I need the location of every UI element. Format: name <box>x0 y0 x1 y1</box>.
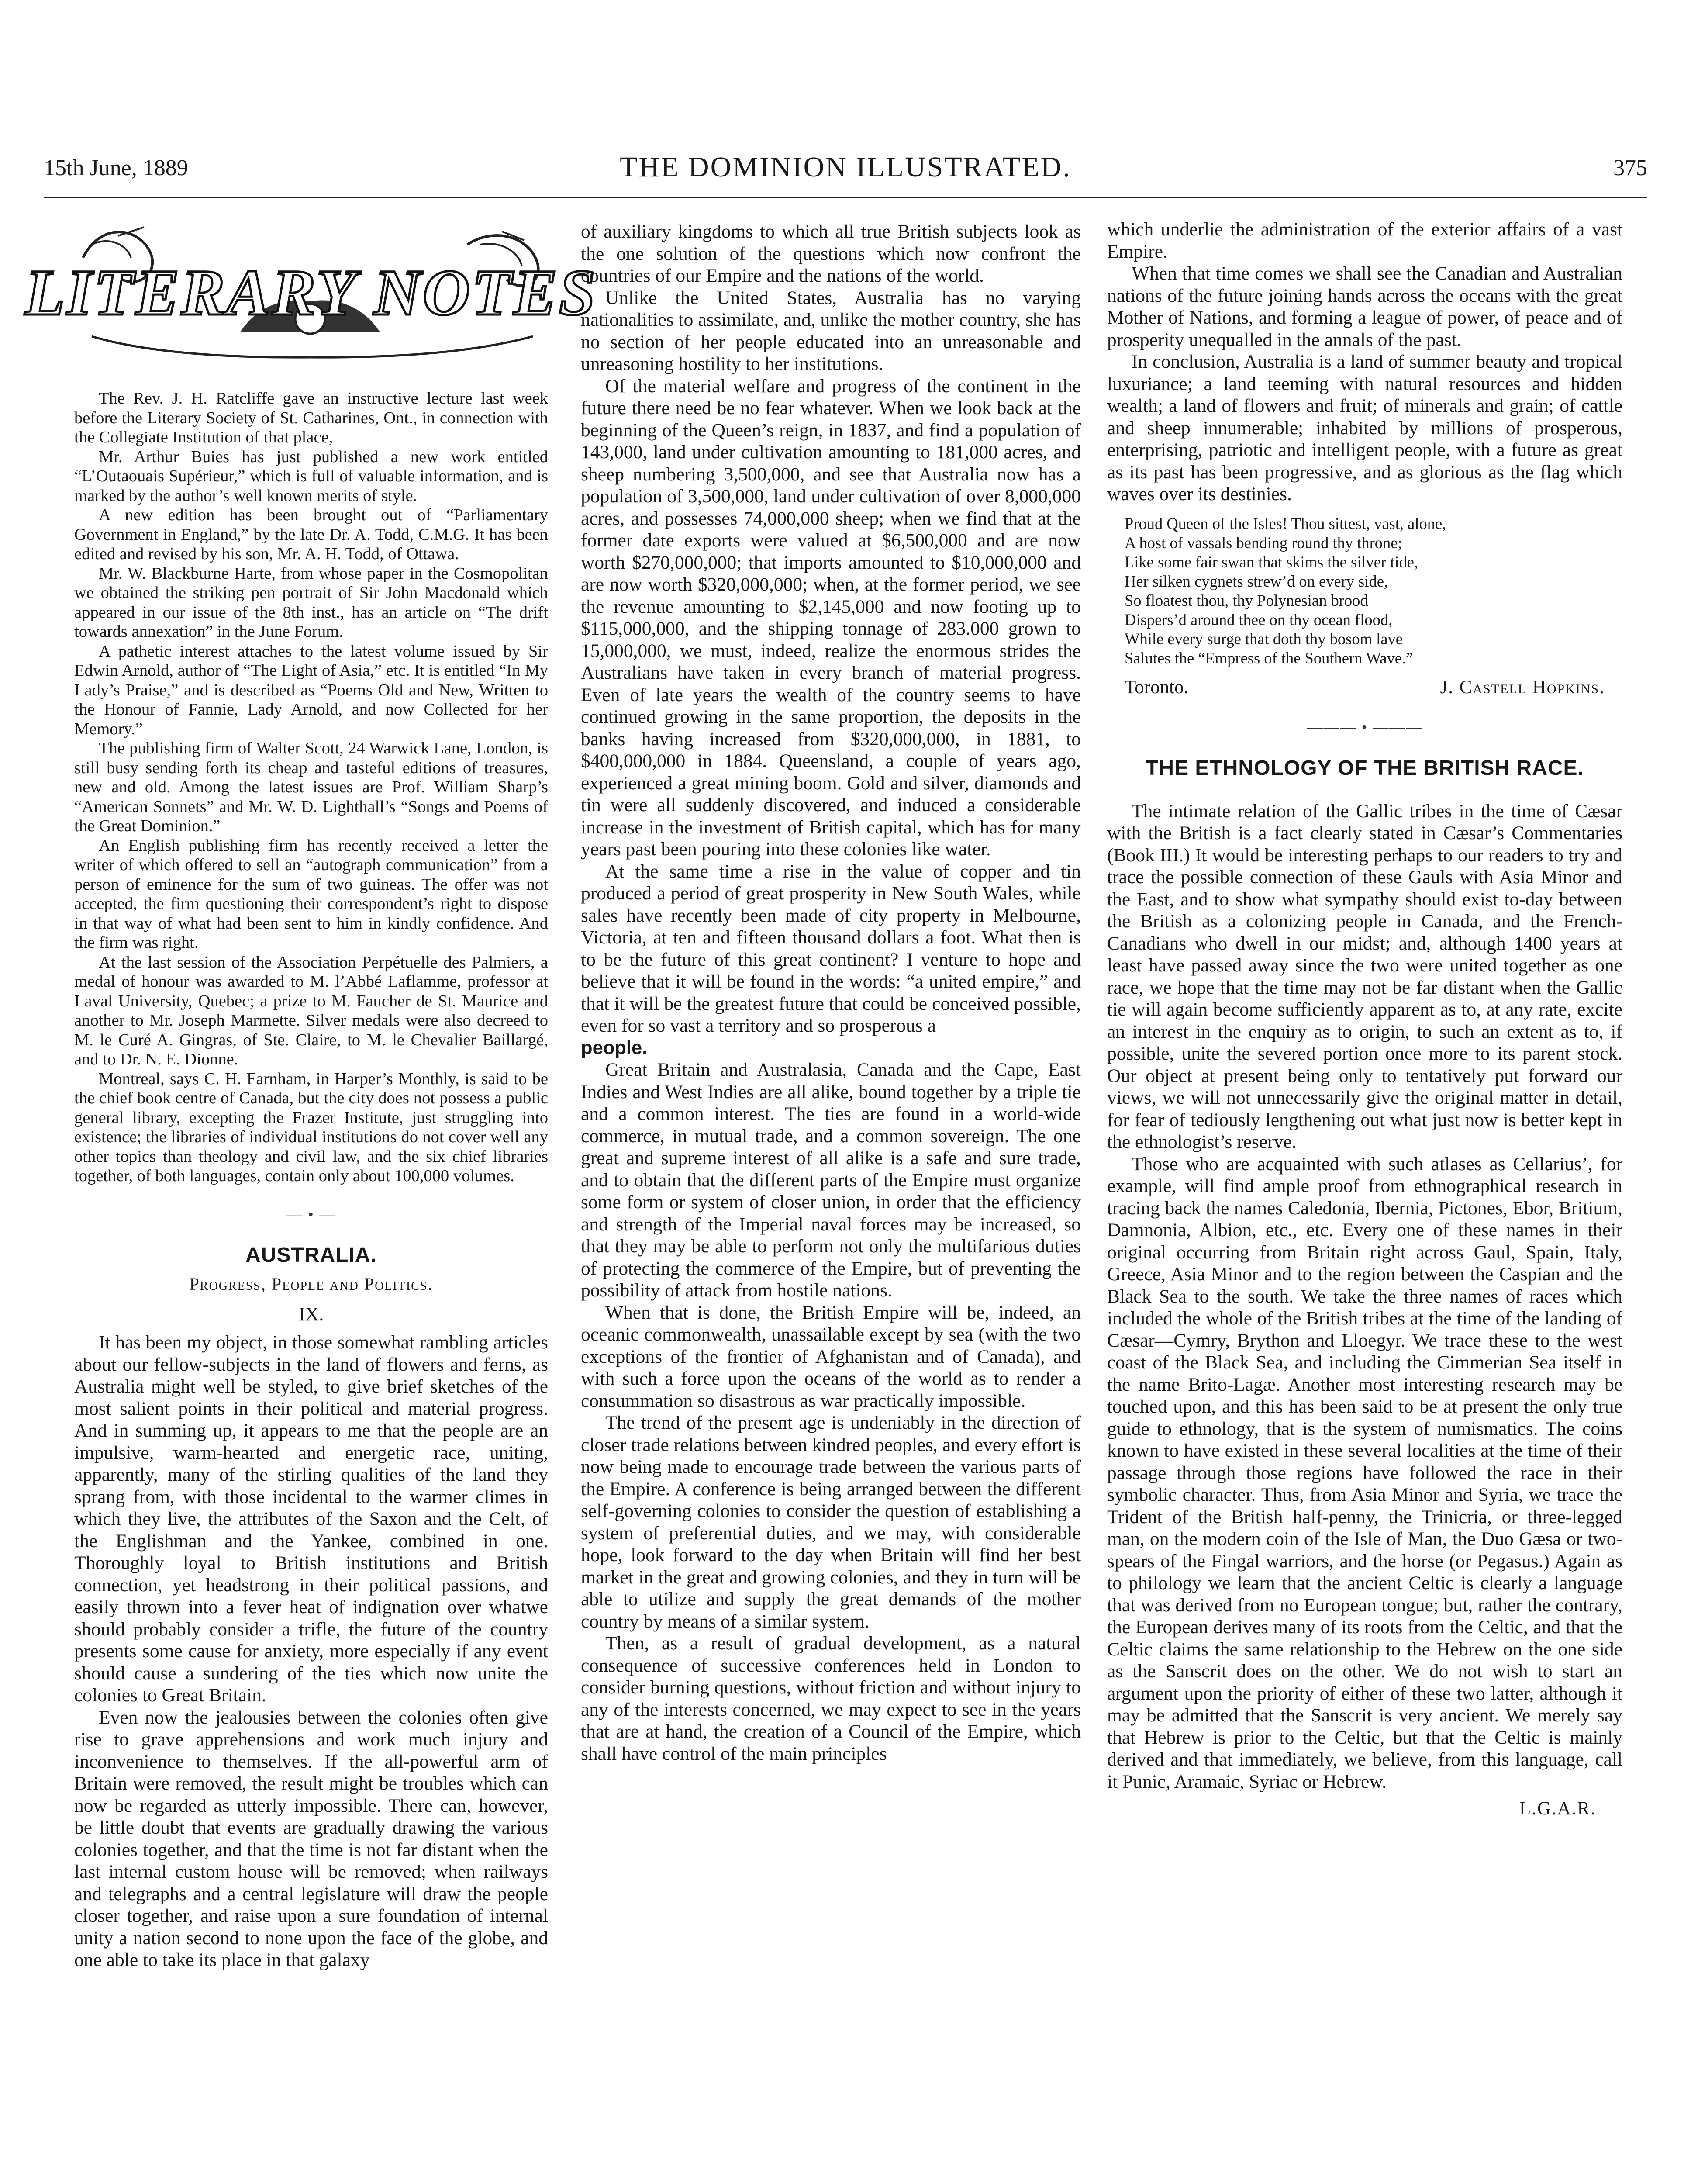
article-paragraph: Even now the jealousies between the colonies often give rise to grave apprehensions and work much injury and inconvenience to themselves. If the all-powerful arm of Britain were removed, the result might be troubles which can now be regarded as utterly impossible. There can, however, be little doubt that events are gradually drawing the various colonies together, and that the time is not far distant when the last internal custom house will be removed; when railways and telegraphs and a central legislature will draw the people closer together, and raise upon a sure foundation of internal unity a nation second to none upon the face of the globe, and one able to take its place in that galaxy <box>74 1707 548 1970</box>
article-paragraph: Of the material welfare and progress of the continent in the future there need be no fear whatever. When we look back at the beginning of the Queen’s reign, in 1837, and find a population of 143,000, land under cultivation amounting to 181,000 acres, and sheep numbering 3,500,000, and see that Australia now has a population of 3,500,000, land under cultivation of over 8,000,000 acres, and possesses 74,000,000 sheep; when we find that at the former date exports were valued at $6,500,000 and are now worth $270,000,000; that imports amounted to $10,000,000 and are now worth $320,000,000; when, at the former period, we see the revenue amounting to $2,145,000 and now footing up to $115,000,000, and the shipping tonnage of 283.000 grown to 15,000,000, we must, indeed, realize the enormous strides the Australians have taken in every branch of material progress. Even of late years the wealth of the country seems to have continued growing in the same proportion, the deposits in the banks having increased from $320,000,000, in 1881, to $400,000,000 in 1884. Queensland, a couple of years ago, experienced a great mining boom. Gold and silver, diamonds and tin were all suddenly discovered, and induced a considerable increase in the investment of British capital, which has for many years past been pouring into these colonies like water. <box>581 375 1081 860</box>
literary-note: The Rev. J. H. Ratcliffe gave an instructive lecture last week before the Literary Society of St. Catharines, Ont., in connection with the Collegiate Institution of that place, <box>74 389 548 446</box>
article-paragraph: Then, as a result of gradual development, as a natural consequence of successive conferences held in London to consider burning questions, without friction and without injury to any of the interests concerned, we may expect to see in the years that are at hand, the creation of a Council of the Empire, which shall have control of the main principles <box>581 1633 1081 1764</box>
literary-note: A new edition has been brought out of “Parliamentary Government in England,” by the late Dr. A. Todd, C.M.G. It has been edited and revised by his son, Mr. A. H. Todd, of Ottawa. <box>74 506 548 563</box>
literary-note: Mr. Arthur Buies has just published a new work entitled “L’Outaouais Supérieur,” which is full of valuable information, and is marked by the author’s well known merits of style. <box>74 447 548 505</box>
australia-subtitle: Progress, People and Politics. <box>189 1274 433 1294</box>
article-paragraph: When that time comes we shall see the Canadian and Australian nations of the future joining hands across the oceans with the great Mother of Nations, and forming a league of power, of peace and of prosperity unequalled in the annals of the past. <box>1107 263 1622 350</box>
article-paragraph: At the same time a rise in the value of copper and tin produced a period of great prosperity in New South Wales, while sales have recently been made of city property in Melbourne, Victoria, at ten and fifteen thousand dollars a foot. What then is to be the future of this great continent? I venture to hope and believe that it will be found in the words: “a united empire,” and that it will be the greatest future that could be conceived possible, even for so vast a territory and so prosperous a <box>581 860 1081 1036</box>
poem-line: Proud Queen of the Isles! Thou sittest, vast, alone, <box>1125 514 1446 532</box>
poem-line: Her silken cygnets strew’d on every side, <box>1125 572 1388 590</box>
section-divider: — • — <box>286 1205 336 1223</box>
signature-author: J. Castell Hopkins. <box>1440 677 1605 698</box>
publication-title: THE DOMINION ILLUSTRATED. <box>620 151 1071 183</box>
article-paragraph: It has been my object, in those somewhat rambling articles about our fellow-subjects in the land of flowers and ferns, as Australia might well be styled, to give brief sketches of the most salient points in their political and material progress. And in summing up, it appears to me that the people are an impulsive, warm-hearted and energetic race, uniting, apparently, many of the stirling qualities of the land they sprang from, with those incidental to the warmer climes in which they live, the attributes of the Saxon and the Celt, of the Englishman and the Yankee, combined in one. Thoroughly loyal to British institutions and British connection, yet headstrong in their political passions, and easily thrown into a fever heat of indignation over whatwe should probably consider a trifle, the future of the country presents some cause for anxiety, more especially if any event should cause a sundering of the ties which now unite the colonies to Great Britain. <box>74 1332 548 1706</box>
article-paragraph: In conclusion, Australia is a land of summer beauty and tropical luxuriance; a land teeming with natural resources and hidden wealth; a land of flowers and fruit; of minerals and grain; of cattle and sheep innumerable; inhabited by millions of prosperous, enterprising, patriotic and intelligent people, with a future as great as its past has been progressive, and as glorious as the flag which waves over its destinies. <box>1107 351 1622 505</box>
ethnology-title: THE ETHNOLOGY OF THE BRITISH RACE. <box>1146 756 1584 780</box>
poem-line: Dispers’d around thee on thy ocean flood, <box>1125 610 1393 629</box>
signature-place: Toronto. <box>1125 677 1189 698</box>
ethnology-signoff: L.G.A.R. <box>1519 1798 1596 1819</box>
article-paragraph: Those who are acquainted with such atlases as Cellarius’, for example, will find ample proof from ethnographical research in tracing back the names Caledonia, Ibernia, Pictones, Ebor, Britium, Damnonia, Albion, etc., etc. Every one of these names in their original occurring from Britain right across Gaul, Spain, Italy, Greece, Asia Minor and to the region between the Caspian and the Black Sea to the south. We take the three names of races which included the whole of the British tribes at the time of the landing of Cæsar—Cymry, Brython and Lloegyr. We trace these to the west coast of the Black Sea, and including the Cimmerian Sea itself in the name Brito-Lagæ. Another most interesting research may be touched upon, and this has been said to be at present the only true guide to ethnology, that is the system of numismatics. The coins known to have existed in these several localities at the time of their passage through those regions have followed the race in their symbolic character. Thus, from Asia Minor and Syria, we trace the Trident of the British half-penny, the Trinicria, or three-legged man, on the modern coin of the Isle of Man, the Duo Gæsa or two-spears of the Fingal warriors, and the horse (or Pegasus.) Again as to philology we learn that the ancient Celtic is clearly a language that was derived from no European tongue; but, rather the contrary, the European derives many of its roots from the Celtic, and that the Celtic claims the same relationship to the Hebrew on the one side as the Sanscrit does on the other. We do not wish to start an argument upon the priority of either of these two latter, although it may be admitted that the Sanscrit is very ancient. We merely say that Hebrew is prior to the Celtic, but that the Celtic is mainly derived and that immediately, we believe, from this language, call it Punic, Aramaic, Syriac or Hebrew. <box>1107 1153 1622 1792</box>
section-divider: ——— • ——— <box>1307 718 1423 736</box>
article-paragraph: Unlike the United States, Australia has no varying nationalities to assimilate, and, unlike the mother country, she has no section of her people educated into an unreasonable and unreasoning hostility to her institutions. <box>581 287 1081 374</box>
poem-line: While every surge that doth thy bosom lave <box>1125 629 1403 648</box>
literary-note: Mr. W. Blackburne Harte, from whose paper in the Cosmopolitan we obtained the striking pen portrait of Sir John Macdonald which appeared in our issue of the 8th inst., has an article on “The drift towards annexation” in the June Forum. <box>74 564 548 641</box>
literary-note: The publishing firm of Walter Scott, 24 Warwick Lane, London, is still busy sending forth its cheap and tasteful editions of treasures, new and old. Among the latest issues are Prof. William Sharp’s “American Sonnets” and Mr. W. D. Lighthall’s “Songs and Poems of the Great Dominion.” <box>74 739 548 835</box>
australia-title: AUSTRALIA. <box>245 1244 377 1267</box>
literary-notes-ornament-icon <box>24 218 597 371</box>
literary-notes-lettering: LITERARY NOTES <box>24 256 597 329</box>
article-paragraph: When that is done, the British Empire will be, indeed, an oceanic commonwealth, unassailable except by sea (with the two exceptions of the frontier of Afghanistan and of Canada), and with such a force upon the oceans of the world as to render a consummation so disastrous as war practically impossible. <box>581 1302 1081 1411</box>
literary-note: A pathetic interest attaches to the latest volume issued by Sir Edwin Arnold, author of “The Light of Asia,” etc. It is entitled “In My Lady’s Praise,” and is described as “Poems Old and New, Written to the Honour of Fannie, Lady Arnold, and now Collected for her Memory.” <box>74 642 548 738</box>
poem-line: A host of vassals bending round thy throne; <box>1125 533 1402 552</box>
column-3 <box>1107 218 1622 1820</box>
poem <box>1107 514 1622 668</box>
australia-part-number: IX. <box>298 1303 324 1325</box>
poem-line: Salutes the “Empress of the Southern Wave.” <box>1125 649 1413 667</box>
article-paragraph: of auxiliary kingdoms to which all true British subjects look as the one solution of the questions which now confront the countries of our Empire and the nations of the world. <box>581 221 1081 286</box>
masthead-rule <box>44 197 1647 198</box>
article-paragraph: The intimate relation of the Gallic tribes in the time of Cæsar with the British is a fact clearly stated in Cæsar’s Commentaries (Book III.) It would be interesting perhaps to our readers to try and trace the possible connection of these Gauls with Asia Minor and the East, and to show what sympathy should exist to-day between the British as a colonizing people in Canada, and the French-Canadians who dwell in our midst; and, although 1400 years at least have passed away since the two were united together as one race, we hope that the time may not be far distant when the Gallic tie will again become sufficiently apparent as to, at any rate, excite an interest in the enquiry as to origin, to such an extent as to, if possible, unite the severed portion once more to its parent stock. Our object at present being only to tentatively put forward our views, we will not unnecessarily give the original matter in detail, for fear of tediously lengthening out what just now is better kept in the ethnologist’s reserve. <box>1107 800 1622 1152</box>
article-paragraph: which underlie the administration of the exterior affairs of a vast Empire. <box>1107 219 1622 262</box>
issue-date: 15th June, 1889 <box>44 156 188 180</box>
page-number: 375 <box>1613 156 1647 180</box>
article-paragraph: people. <box>581 1037 648 1058</box>
literary-note: An English publishing firm has recently received a letter the writer of which offered to sell an “autograph communication” from a person of eminence for the sum of two guineas. The offer was not accepted, the firm questioning their correspondent’s right to dispose in that way of what had been sent to him in kindly confidence. And the firm was right. <box>74 836 548 952</box>
article-paragraph: The trend of the present age is undeniably in the direction of closer trade relations between kindred peoples, and every effort is now being made to encourage trade between the various parts of the Empire. A conference is being arranged between the different self-governing colonies to consider the question of establishing a system of preferential duties, and we may, with considerable hope, look forward to the day when Britain will find her best market in the great and growing colonies, and they in turn will be able to utilize and supply the great demands of the mother country by means of a similar system. <box>581 1412 1081 1632</box>
article-signature <box>1107 677 1622 699</box>
literary-notes-heading-art <box>24 218 597 371</box>
literary-note: At the last session of the Association Perpétuelle des Palmiers, a medal of honour was awarded to M. l’Abbé Laflamme, professor at Laval University, Quebec; a prize to M. Faucher de St. Maurice and another to Mr. Joseph Marmette. Silver medals were also decreed to M. le Curé A. Gingras, of Ste. Claire, to M. le Chevalier Baillargé, and to Dr. N. E. Dionne. <box>74 953 548 1068</box>
article-paragraph: Great Britain and Australasia, Canada and the Cape, East Indies and West Indies are all alike, bound together by a triple tie and a common interest. The ties are found in a world-wide commerce, in mutual trade, and a common sovereign. The one great and supreme interest of all alike is a safe and sure trade, and to obtain that the different parts of the Empire must organize some form or system of closer union, in order that the efficiency and strength of the Imperial naval forces may be increased, so that they may be able to perform not only the multifarious duties of protecting the commerce of the Empire, but of preventing the possibility of attack from hostile nations. <box>581 1059 1081 1301</box>
literary-notes-list <box>74 389 548 1186</box>
literary-note: Montreal, says C. H. Farnham, in Harper’s Monthly, is said to be the chief book centre of Canada, but the city does not possess a public general library, excepting the Frazer Institute, just struggling into existence; the libraries of individual institutions do not cover well any other topics than theology and civil law, and the six chief libraries together, of both languages, contain only about 100,000 volumes. <box>74 1069 548 1185</box>
masthead <box>44 146 1647 194</box>
poem-line: So floatest thou, thy Polynesian brood <box>1125 591 1368 609</box>
column-2 <box>581 221 1081 1765</box>
column-1 <box>24 218 597 1971</box>
poem-line: Like some fair swan that skims the silver tide, <box>1125 553 1418 571</box>
